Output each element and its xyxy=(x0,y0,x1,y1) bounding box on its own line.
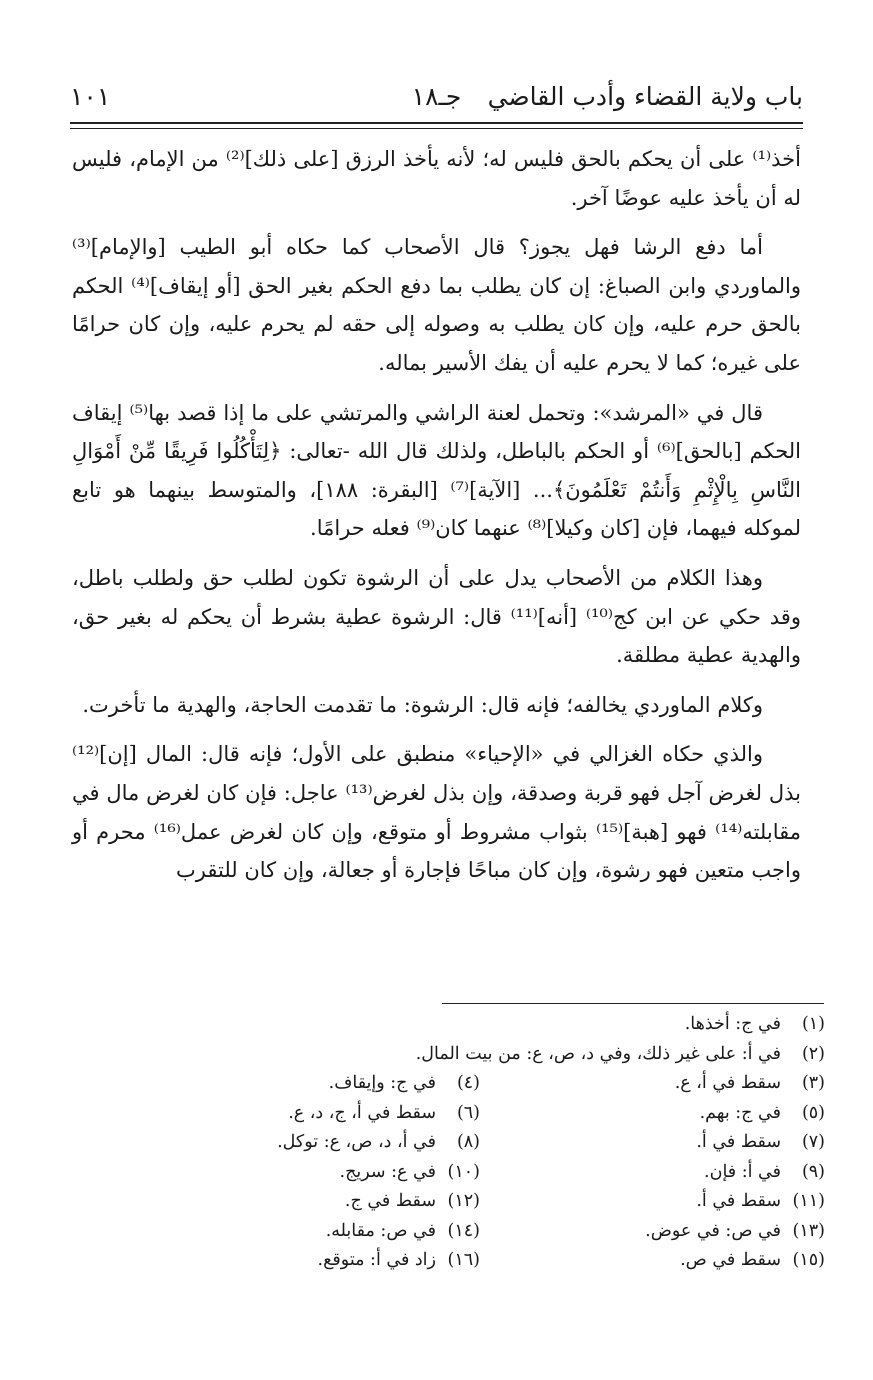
footnote-8 xyxy=(135,1128,480,1158)
paragraph-6: والذي حكاه الغزالي في «الإحياء» منطبق على الأول؛ فإنه قال: المال [إن]⁽¹²⁾ بذل لغرض آجل فهو قربة وصدقة، وإن بذل لغرض⁽¹³⁾ عاجل: فإن كان لغرض مال في مقابلته⁽¹⁴⁾ فهو [هبة]⁽¹⁵⁾ بثواب مشروط أو متوقع، وإن كان لغرض عمل⁽¹⁶⁾ محرم أو واجب متعين فهو رشوة، وإن كان مباحًا فإجارة أو جعالة، وإن كان للتقرب xyxy=(72,742,801,883)
footnote-3 xyxy=(480,1069,825,1099)
footnote-text: في أ: فإن. xyxy=(704,1161,781,1182)
footnote-separator xyxy=(442,1003,824,1004)
footnote-16 xyxy=(135,1246,480,1276)
footnote-13 xyxy=(480,1217,825,1247)
footnote-10 xyxy=(135,1158,480,1188)
footnote-text: في ع: سريج. xyxy=(339,1161,436,1182)
footnote-text: في ج: وإيقاف. xyxy=(328,1073,436,1093)
footnote-number: (٥) xyxy=(801,1102,825,1123)
footnote-9 xyxy=(480,1158,825,1188)
volume-label: جـ١٨ xyxy=(411,82,462,111)
footnote-number: (٦) xyxy=(456,1102,480,1123)
footnote-number: (٤) xyxy=(456,1073,480,1093)
footnote-text: سقط في أ. xyxy=(696,1132,781,1152)
footnote-text: سقط في أ، ع. xyxy=(674,1073,781,1093)
footnote-number: (٧) xyxy=(801,1132,825,1152)
paragraph-1: أخذ⁽¹⁾ على أن يحكم بالحق فليس له؛ لأنه يأخذ الرزق [على ذلك]⁽²⁾ من الإمام، فليس له أن يأخذ عليه عوضًا آخر. xyxy=(72,147,801,210)
footnote-7 xyxy=(480,1128,825,1158)
footnote-4 xyxy=(135,1069,480,1099)
footnote-text: سقط في أ، ج، د، ع. xyxy=(288,1102,436,1123)
page-number: ١٠١ xyxy=(70,82,111,111)
footnote-text: في أ: على غير ذلك، وفي د، ص، ع: من بيت المال. xyxy=(415,1043,781,1064)
paragraph-3: قال في «المرشد»: وتحمل لعنة الراشي والمرتشي على ما إذا قصد بها⁽⁵⁾ إيقاف الحكم [بالحق]⁽⁶⁾ أو الحكم بالباطل، ولذلك قال الله -تعالى: ﴿لِتَأْكُلُوا فَرِيقًا مِّنْ أَمْوَالِ النَّاسِ بِالْإِثْمِ وَأَنتُمْ تَعْلَمُونَ﴾... [الآية]⁽⁷⁾ [البقرة: ١٨٨]، والمتوسط بينهما هو تابع لموكله فيهما، فإن [كان وكيلا]⁽⁸⁾ عنهما كان⁽⁹⁾ فعله حرامًا. xyxy=(72,400,802,541)
footnote-5 xyxy=(480,1099,825,1129)
footnote-columns xyxy=(80,1069,825,1276)
footnote-number: (٢) xyxy=(801,1043,825,1064)
footnote-number: (١١) xyxy=(792,1191,825,1211)
footnote-number: (١٣) xyxy=(792,1220,825,1241)
footnote-2 xyxy=(80,1040,825,1070)
footnote-text: سقط في ص. xyxy=(680,1250,781,1270)
chapter-title: باب ولاية القضاء وأدب القاضي xyxy=(487,82,803,111)
footnote-6 xyxy=(135,1099,480,1129)
footnote-number: (٣) xyxy=(801,1073,825,1093)
footnote-text: سقط في ج. xyxy=(344,1191,436,1211)
footnote-1 xyxy=(80,1010,825,1040)
footnote-number: (١٥) xyxy=(792,1250,825,1270)
footnote-number: (٩) xyxy=(801,1161,825,1182)
footnote-number: (١) xyxy=(801,1014,825,1034)
footnote-text: في أ، د، ص، ع: توكل. xyxy=(277,1132,436,1152)
footnote-number: (٨) xyxy=(456,1132,480,1152)
header-rule xyxy=(70,122,803,129)
footnote-15 xyxy=(480,1246,825,1276)
paragraph-4: وهذا الكلام من الأصحاب يدل على أن الرشوة تكون لطلب حق ولطلب باطل، وقد حكي عن ابن كج⁽¹⁰⁾ [أنه]⁽¹¹⁾ قال: الرشوة عطية بشرط أن يحكم له بغير حق، والهدية عطية مطلقة. xyxy=(72,565,801,668)
footnote-text: في ج: أخذها. xyxy=(684,1014,781,1034)
main-text xyxy=(72,140,801,901)
running-header xyxy=(70,78,803,118)
footnote-11 xyxy=(480,1187,825,1217)
footnotes xyxy=(80,1010,825,1276)
footnote-text: في ص: مقابله. xyxy=(325,1220,436,1241)
paragraph-5: وكلام الماوردي يخالفه؛ فإنه قال: الرشوة: ما تقدمت الحاجة، والهدية ما تأخرت. xyxy=(82,692,763,717)
footnote-number: (١٦) xyxy=(447,1250,480,1270)
footnote-number: (١٠) xyxy=(447,1161,480,1182)
footnote-14 xyxy=(135,1217,480,1247)
paragraph-2: أما دفع الرشا فهل يجوز؟ قال الأصحاب كما حكاه أبو الطيب [والإمام]⁽³⁾ والماوردي وابن الصباغ: إن كان يطلب بما دفع الحكم بغير الحق [أو إيقاف]⁽⁴⁾ الحكم بالحق حرم عليه، وإن كان يطلب به وصوله إلى حقه لم يحرم عليه، وإن كان حرامًا على غيره؛ كما لا يحرم عليه أن يفك الأسير بماله. xyxy=(72,235,801,375)
footnote-text: في ج: بهم. xyxy=(699,1102,781,1123)
footnote-12 xyxy=(135,1187,480,1217)
footnote-number: (١٢) xyxy=(447,1191,480,1211)
footnote-text: سقط في أ. xyxy=(696,1191,781,1211)
footnote-text: في ص: في عوض. xyxy=(645,1220,781,1241)
footnote-number: (١٤) xyxy=(447,1220,480,1241)
footnote-text: زاد في أ: متوقع. xyxy=(317,1250,436,1270)
